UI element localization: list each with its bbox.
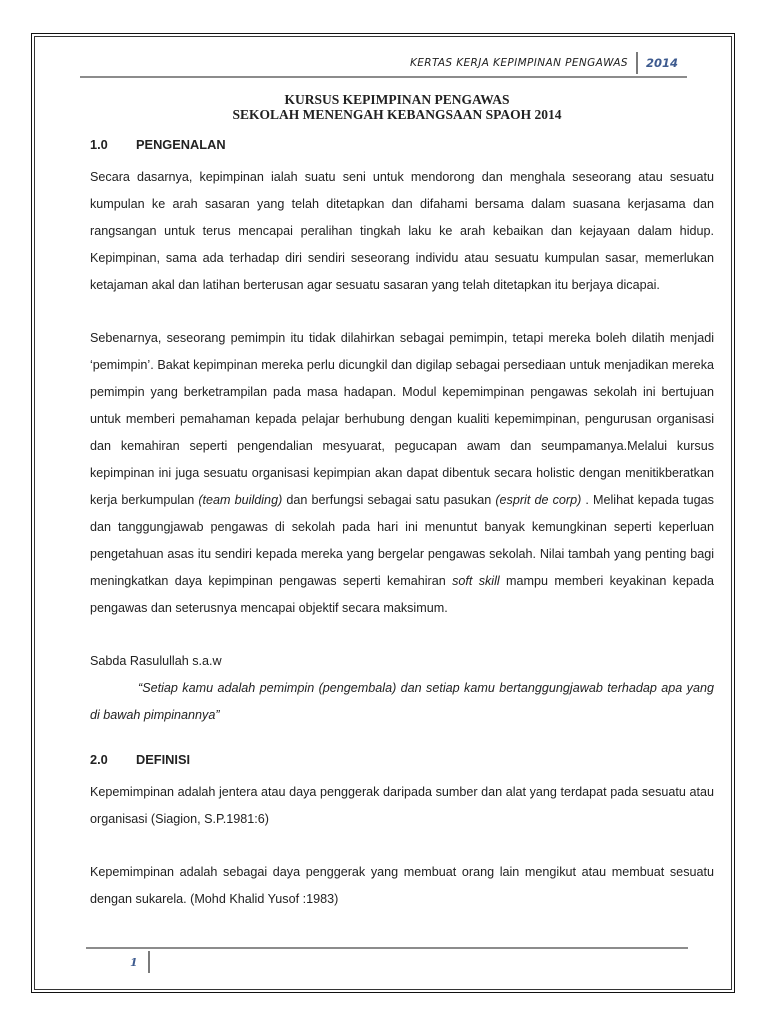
section-2-heading bbox=[90, 751, 714, 769]
header-rule bbox=[80, 76, 687, 78]
footer-divider bbox=[148, 951, 150, 973]
title-line-1: KURSUS KEPIMPINAN PENGAWAS bbox=[284, 92, 510, 107]
intro-paragraph-2 bbox=[90, 325, 714, 622]
page-footer bbox=[130, 951, 150, 973]
document-body bbox=[90, 92, 714, 913]
para2-text-c: dan berfungsi sebagai satu pasukan bbox=[282, 493, 496, 507]
page-header bbox=[410, 52, 678, 74]
section-1-heading bbox=[90, 136, 714, 154]
hadith-quote: “Setiap kamu adalah pemimpin (pengembala) dan setiap kamu bertanggungjawab terhadap apa yang di bawah pimpinannya” bbox=[90, 681, 714, 722]
footer-rule bbox=[86, 947, 688, 949]
page-number: 1 bbox=[130, 955, 138, 969]
para2-text-a: Sebenarnya, seseorang pemimpin itu tidak dilahirkan sebagai pemimpin, tetapi mereka boleh dilatih menjadi ‘pemimpin’. Bakat kepimpinan mereka perlu dicungkil dan digilap sebagai persediaan untuk menjadikan mereka pemimpin yang berketrampilan pada masa hadapan. Modul kepemimpinan pengawas sekolah ini bertujuan untuk memberi pemahaman kepada pelajar berhubung dengan kualiti kepemimpinan, pengurusan organisasi dan kemahiran seperti pengendalian mesyuarat, pegucapan awam dan seumpamanya.Melalui kursus kepimpinan ini juga sesuatu organisasi kepimpian akan dapat dibentuk secara holistic dengan menitikberatkan kerja berkumpulan bbox=[90, 331, 714, 507]
section-2-title: DEFINISI bbox=[136, 752, 191, 767]
para2-team-building: (team building) bbox=[198, 493, 283, 507]
section-2-number: 2.0 bbox=[90, 752, 108, 767]
header-year: 2014 bbox=[636, 52, 678, 74]
section-1-number: 1.0 bbox=[90, 137, 108, 152]
para2-text-g: mampu memberi keyakinan kepada pengawas dan seterusnya mencapai objektif secara maksimum. bbox=[90, 574, 714, 615]
definition-paragraph-2: Kepemimpinan adalah sebagai daya penggerak yang membuat orang lain mengikut atau membuat sesuatu dengan sukarela. (Mohd Khalid Yusof :1983) bbox=[90, 865, 714, 906]
title-line-2: SEKOLAH MENENGAH KEBANGSAAN SPAOH 2014 bbox=[232, 107, 562, 122]
para2-esprit-de-corp: (esprit de corp) bbox=[495, 493, 582, 507]
para2-text-e: . Melihat kepada tugas dan tanggungjawab pengawas di sekolah pada hari ini menuntut banyak kemungkinan seperti keperluan pengetahuan asas itu sendiri kepada mereka yang bergelar pengawas sekolah. Nilai tambah yang penting bagi meningkatkan daya kepimpinan pengawas seperti kemahiran bbox=[90, 493, 714, 588]
definition-paragraph-1: Kepemimpinan adalah jentera atau daya penggerak daripada sumber dan alat yang terdapat pada sesuatu atau organisasi (Siagion, S.P.1981:6) bbox=[90, 785, 714, 826]
header-title: KERTAS KERJA KEPIMPINAN PENGAWAS bbox=[409, 57, 628, 69]
document-title bbox=[90, 92, 714, 122]
intro-paragraph-1: Secara dasarnya, kepimpinan ialah suatu seni untuk mendorong dan menghala seseorang atau sesuatu kumpulan ke arah sasaran yang telah ditetapkan dan difahami bersama dalam suasana kerjasama dan rangsangan untuk terus mencapai peralihan tingkah laku ke arah kebaikan dan kejayaan dalam hidup. Kepimpinan, sama ada terhadap diri sendiri seseorang individu atau sesuatu kumpulan sasar, memerlukan ketajaman akal dan latihan berterusan agar sesuatu sasaran yang telah ditetapkan itu berjaya dicapai. bbox=[90, 170, 714, 292]
para2-soft-skill: soft skill bbox=[452, 574, 500, 588]
section-1-title: PENGENALAN bbox=[136, 137, 226, 152]
sabda-line: Sabda Rasulullah s.a.w bbox=[90, 654, 222, 668]
